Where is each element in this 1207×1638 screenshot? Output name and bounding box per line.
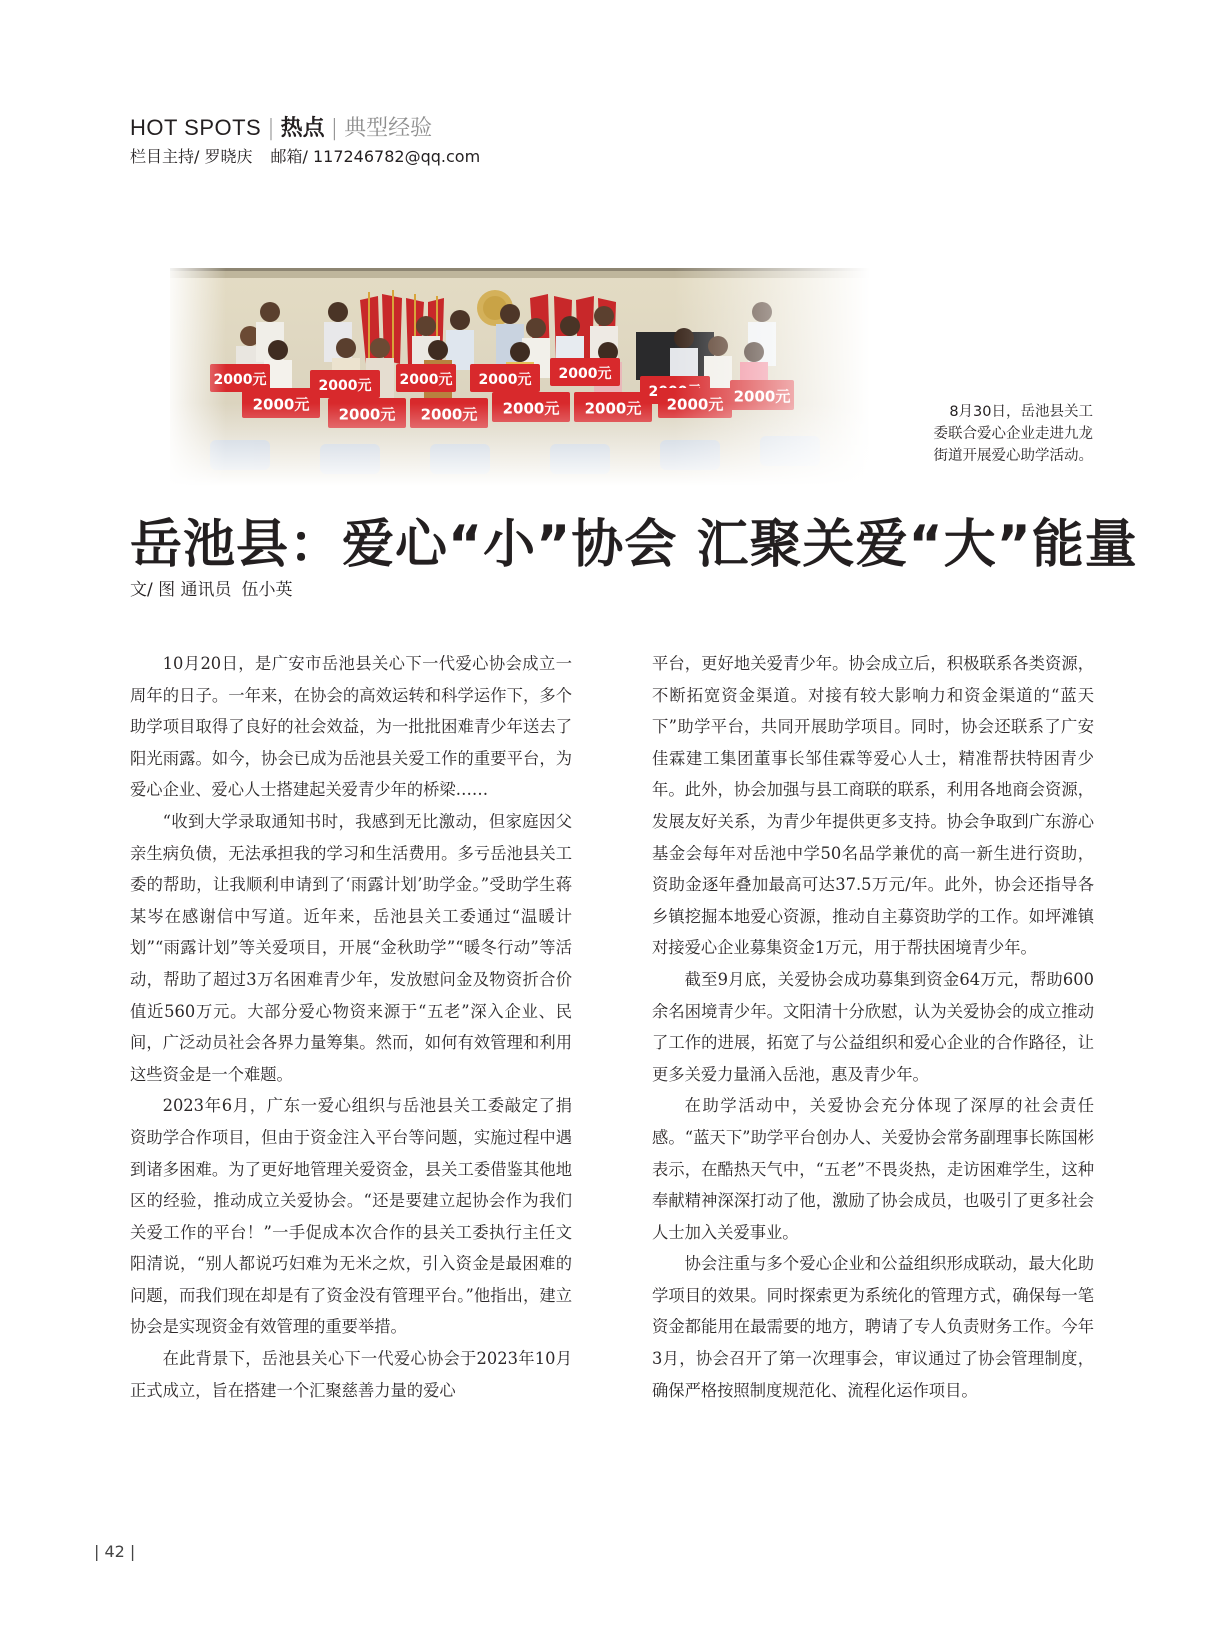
article-column-left [130,648,572,1406]
column-header [130,113,432,144]
article-paragraph: 截至9月底，关爱协会成功募集到资金64万元，帮助600余名困境青少年。文阳清十分欣慰，认为关爱协会的成立推动了工作的进展，拓宽了与公益组织和爱心企业的合作路径，让更多关爱力量涌入岳池，惠及青少年。 [652,969,1094,1084]
column-host-line [130,146,480,168]
article-paragraph: “收到大学录取通知书时，我感到无比激动，但家庭因父亲生病负债，无法承担我的学习和生活费用。多亏岳池县关工委的帮助，让我顺利申请到了‘雨露计划’助学金。”受助学生蒋某岑在感谢信中写道。近年来，岳池县关工委通过“温暖计划”“雨露计划”等关爱项目，开展“金秋助学”“暖冬行动”等活动，帮助了超过3万名困难青少年，发放慰问金及物资折合价值近560万元。大部分爱心物资来源于“五老”深入企业、民间，广泛动员社会各界力量筹集。然而，如何有效管理和利用这些资金是一个难题。 [130,811,572,1084]
byline-role: 文/ 图 通讯员 [130,580,232,600]
article-paragraph: 在此背景下，岳池县关心下一代爱心协会于2023年10月正式成立，旨在搭建一个汇聚慈善力量的爱心 [130,1349,572,1400]
section-label: 典型经验 [344,116,433,141]
article-paragraph: 10月20日，是广安市岳池县关心下一代爱心协会成立一周年的日子。一年来，在协会的高效运转和科学运作下，多个助学项目取得了良好的社会效益，为一批批困难青少年送去了阳光雨露。如今，协会已成为岳池县关爱工作的重要平台，为爱心企业、爱心人士搭建起关爱青少年的桥梁…… [130,654,572,800]
event-photo [170,268,870,486]
caption-line: 委联合爱心企业走进九龙 [933,426,1093,442]
byline-author: 伍小英 [241,580,293,600]
hot-spots-label: HOT SPOTS [130,115,262,140]
article-paragraph: 协会注重与多个爱心企业和公益组织形成联动，最大化助学项目的效果。同时探索更为系统化的管理方式，确保每一笔资金都能用在最需要的地方，聘请了专人负责财务工作。今年3月，协会召开了第一次理事会，审议通过了协会管理制度，确保严格按照制度规范化、流程化运作项目。 [652,1254,1094,1400]
article-paragraph: 2023年6月，广东一爱心组织与岳池县关工委敲定了捐资助学合作项目，但由于资金注入平台等问题，实施过程中遇到诸多困难。为了更好地管理关爱资金，县关工委借鉴其他地区的经验，推动成立关爱协会。“还是要建立起协会作为我们关爱工作的平台！”一手促成本次合作的县关工委执行主任文阳清说，“别人都说巧妇难为无米之炊，引入资金是最困难的问题，而我们现在却是有了资金没有管理平台。”他指出，建立协会是实现资金有效管理的重要举措。 [130,1096,572,1337]
page-number: | 42 | [94,1542,136,1561]
column-email: 邮箱/ 117246782@qq.com [270,147,481,166]
header-divider: | [267,116,275,141]
article-paragraph: 在助学活动中，关爱协会充分体现了深厚的社会责任感。“蓝天下”助学平台创办人、关爱协会常务副理事长陈国彬表示，在酷热天气中，“五老”不畏炎热，走访困难学生，这种奉献精神深深打动了他，激励了协会成员，也吸引了更多社会人士加入关爱事业。 [652,1096,1094,1242]
header-divider: | [330,116,339,141]
article-paragraph: 平台，更好地关爱青少年。协会成立后，积极联系各类资源，不断拓宽资金渠道。对接有较大影响力和资金渠道的“蓝天下”助学平台，共同开展助学项目。同时，协会还联系了广安佳霖建工集团董事长邹佳霖等爱心人士，精准帮扶特困青少年。此外，协会加强与县工商联的联系，利用各地商会资源，发展友好关系，为青少年提供更多支持。协会争取到广东游心基金会每年对岳池中学50名品学兼优的高一新生进行资助，资助金逐年叠加最高可达37.5万元/年。此外，协会还指导各乡镇挖掘本地爱心资源，推动自主募资助学的工作。如坪滩镇对接爱心企业募集资金1万元，用于帮扶困境青少年。 [652,654,1094,958]
hot-label: 热点 [280,116,325,141]
photo-caption [880,401,1093,467]
article-title: 岳池县：爱心“小”协会 汇聚关爱“大”能量 [130,515,1138,575]
column-host: 栏目主持/ 罗晓庆 [130,147,253,166]
byline [130,578,293,602]
caption-line: 8月30日，岳池县关工 [949,404,1093,420]
caption-line: 街道开展爱心助学活动。 [933,448,1093,464]
article-column-right [652,648,1094,1406]
